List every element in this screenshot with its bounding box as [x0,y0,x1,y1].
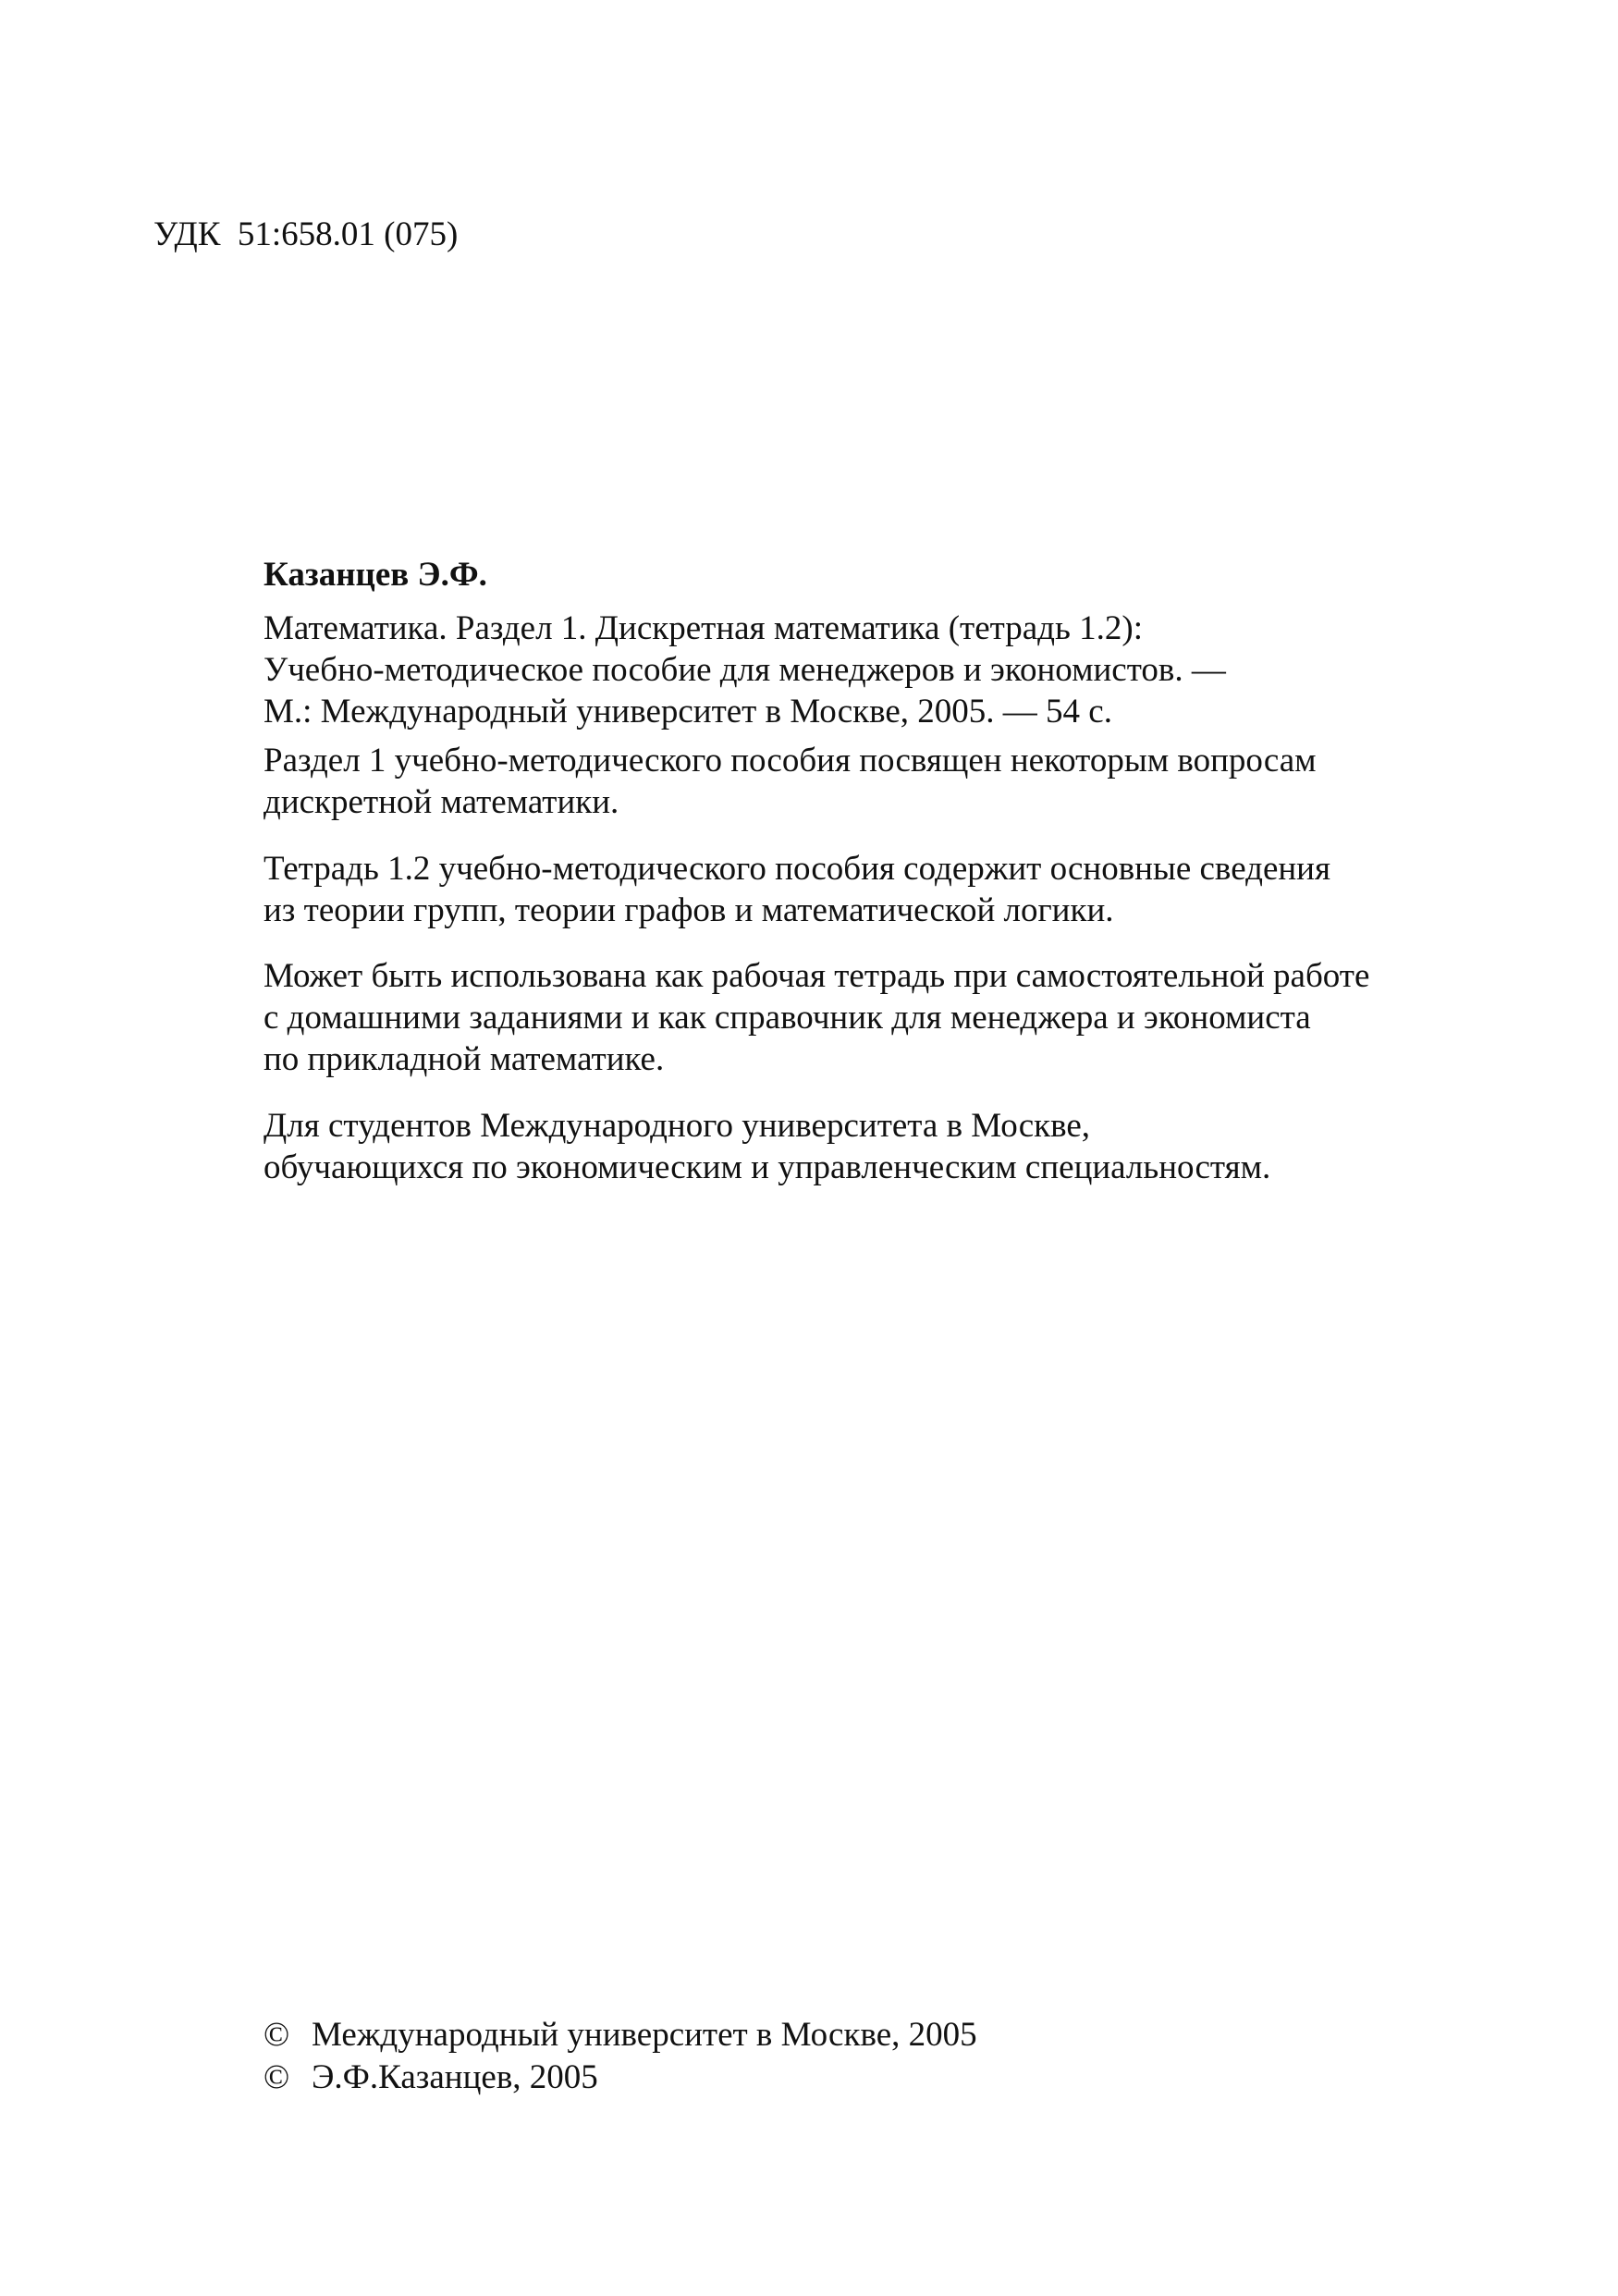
copyright-author [264,2056,598,2100]
paragraph-line: с домашними заданиями и как справочник для менеджера и экономиста [264,999,1311,1037]
annotation-paragraph-1 [264,740,1465,823]
author-name: Казанцев Э.Ф. [264,556,487,594]
copyright-text: Э.Ф.Казанцев, 2005 [312,2058,598,2096]
paragraph-line: по прикладной математике. [264,1040,665,1078]
paragraph-line: дискретной математики. [264,783,619,821]
bibliography-line: Учебно-методическое пособие для менеджеров и экономистов. — [264,651,1226,689]
paragraph-line: Раздел 1 учебно-методического пособия посвящен некоторым вопросам [264,742,1317,780]
bibliography-line: М.: Международный университет в Москве, 2005. — 54 с. [264,693,1112,731]
paragraph-line: обучающихся по экономическим и управленческим специальностям. [264,1148,1271,1186]
annotation-paragraph-4 [264,1105,1465,1188]
paragraph-line: Тетрадь 1.2 учебно-методического пособия содержит основные сведения [264,850,1330,888]
udk-code: УДК 51:658.01 (075) [153,215,459,253]
copyright-text: Международный университет в Москве, 2005 [312,2016,977,2054]
paragraph-line: Для студентов Международного университета в Москве, [264,1107,1091,1145]
paragraph-line: Может быть использована как рабочая тетрадь при самостоятельной работе [264,957,1370,995]
copyright-symbol: © [264,2016,290,2054]
bibliography-line: Математика. Раздел 1. Дискретная математика (тетрадь 1.2): [264,609,1143,647]
bibliographic-description [264,608,1465,732]
annotation-paragraph-2 [264,848,1465,931]
copyright-university [264,2013,977,2057]
copyright-symbol: © [264,2058,290,2096]
annotation-paragraph-3 [264,955,1465,1080]
paragraph-line: из теории групп, теории графов и математической логики. [264,891,1114,929]
